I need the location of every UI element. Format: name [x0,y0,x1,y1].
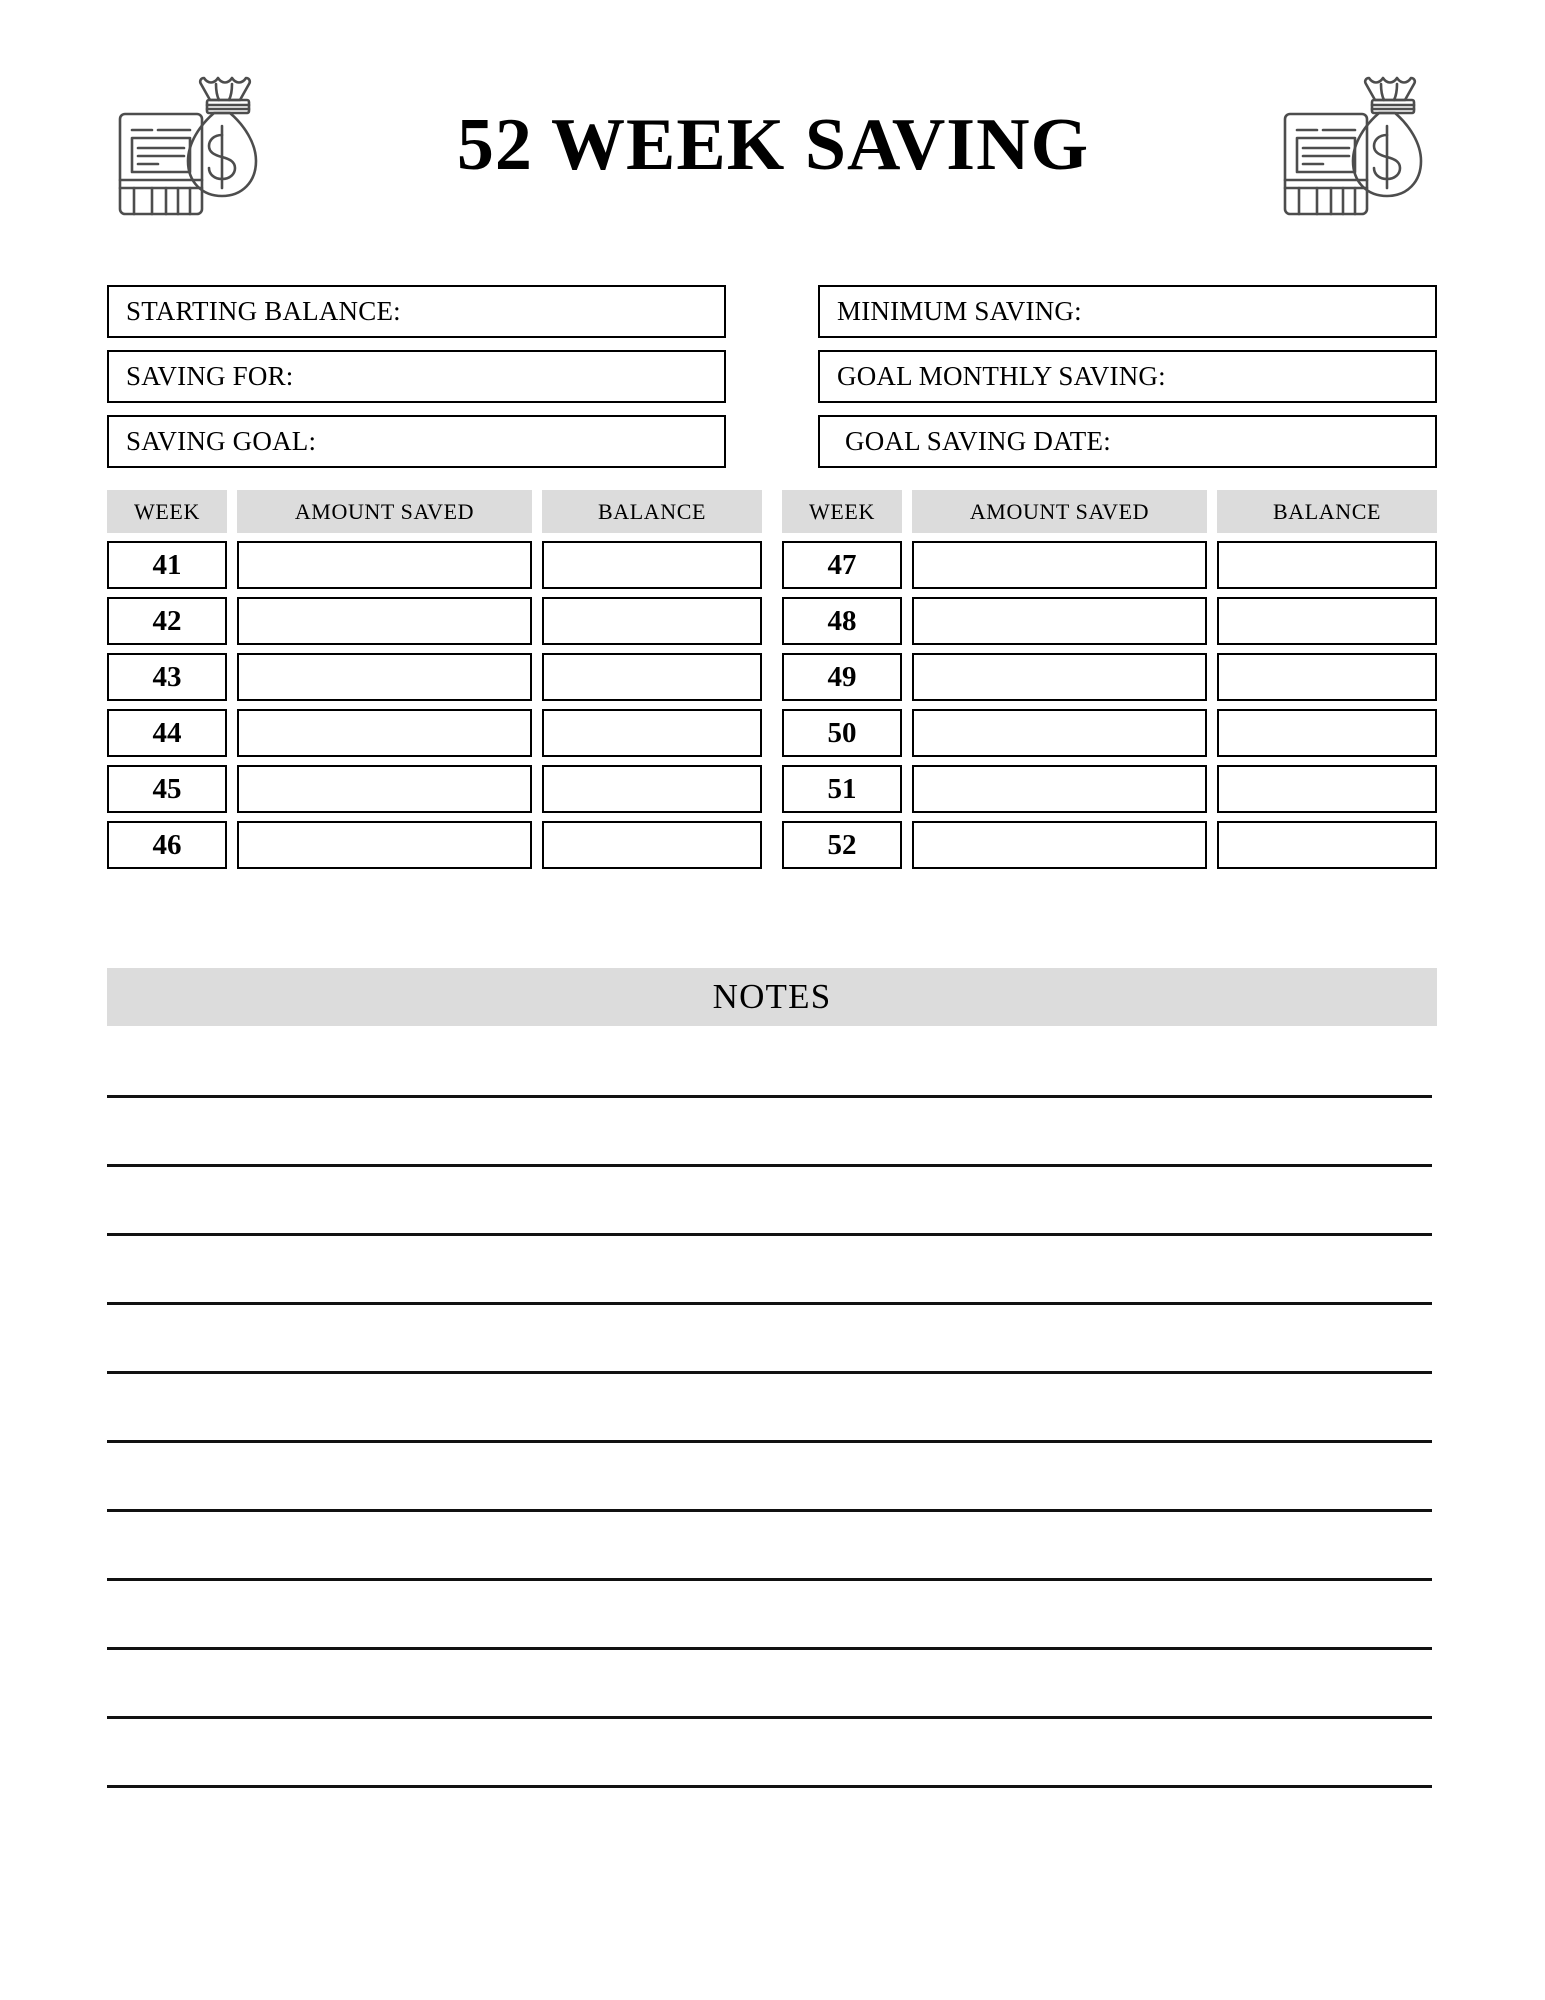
goal-saving-date-field[interactable] [818,415,1437,468]
week-number: 48 [782,597,902,645]
goal-saving-date-label: GOAL SAVING DATE: [845,426,1111,456]
balance-input[interactable] [542,765,762,813]
starting-balance-field[interactable] [107,285,726,338]
table-row [782,709,1437,757]
weeks-table-right [782,490,1437,869]
amount-saved-input[interactable] [912,541,1207,589]
balance-input[interactable] [542,597,762,645]
week-number: 45 [107,765,227,813]
page-title: 52 WEEK SAVING [456,103,1090,186]
balance-input[interactable] [542,541,762,589]
money-bag-banknote-icon [1273,62,1438,227]
balance-input[interactable] [1217,597,1437,645]
table-row [107,653,762,701]
note-line[interactable] [107,1302,1432,1305]
table-row [107,765,762,813]
saving-goal-label: SAVING GOAL: [126,426,317,456]
note-line[interactable] [107,1233,1432,1236]
balance-input[interactable] [1217,709,1437,757]
weeks-tables [107,490,1437,869]
page-header [108,62,1438,227]
saving-for-label: SAVING FOR: [126,361,294,391]
note-line[interactable] [107,1371,1432,1374]
table-row [782,541,1437,589]
notes-title: NOTES [712,977,832,1016]
notes-writing-area[interactable] [107,1095,1432,1854]
week-number: 52 [782,821,902,869]
table-row [107,541,762,589]
balance-input[interactable] [1217,541,1437,589]
column-header-amount-saved: AMOUNT SAVED [237,490,532,533]
saving-goal-field[interactable] [107,415,726,468]
note-line[interactable] [107,1440,1432,1443]
note-line[interactable] [107,1785,1432,1788]
amount-saved-input[interactable] [237,765,532,813]
goal-monthly-saving-label: GOAL MONTHLY SAVING: [837,361,1166,391]
amount-saved-input[interactable] [237,541,532,589]
amount-saved-input[interactable] [912,653,1207,701]
column-header-balance: BALANCE [1217,490,1437,533]
week-number: 46 [107,821,227,869]
amount-saved-input[interactable] [237,709,532,757]
amount-saved-input[interactable] [912,821,1207,869]
starting-balance-label: STARTING BALANCE: [126,296,401,326]
table-header-row [107,490,762,533]
balance-input[interactable] [1217,765,1437,813]
column-header-balance: BALANCE [542,490,762,533]
week-number: 47 [782,541,902,589]
amount-saved-input[interactable] [237,653,532,701]
table-row [782,653,1437,701]
note-line[interactable] [107,1647,1432,1650]
week-number: 42 [107,597,227,645]
column-header-week: WEEK [107,490,227,533]
note-line[interactable] [107,1716,1432,1719]
balance-input[interactable] [1217,821,1437,869]
field-row [107,415,1437,468]
balance-input[interactable] [542,821,762,869]
table-row [782,821,1437,869]
table-row [107,597,762,645]
week-number: 51 [782,765,902,813]
column-header-week: WEEK [782,490,902,533]
amount-saved-input[interactable] [912,709,1207,757]
balance-input[interactable] [1217,653,1437,701]
note-line[interactable] [107,1164,1432,1167]
saving-for-field[interactable] [107,350,726,403]
table-row [107,709,762,757]
field-row [107,350,1437,403]
table-row [782,765,1437,813]
week-number: 44 [107,709,227,757]
week-number: 41 [107,541,227,589]
notes-banner [107,968,1437,1026]
field-row [107,285,1437,338]
column-header-amount-saved: AMOUNT SAVED [912,490,1207,533]
money-bag-banknote-icon [108,62,273,227]
minimum-saving-field[interactable] [818,285,1437,338]
weeks-table-left [107,490,762,869]
balance-input[interactable] [542,709,762,757]
summary-fields [107,285,1437,480]
amount-saved-input[interactable] [237,821,532,869]
amount-saved-input[interactable] [912,765,1207,813]
goal-monthly-saving-field[interactable] [818,350,1437,403]
week-number: 49 [782,653,902,701]
balance-input[interactable] [542,653,762,701]
amount-saved-input[interactable] [237,597,532,645]
week-number: 43 [107,653,227,701]
week-number: 50 [782,709,902,757]
note-line[interactable] [107,1095,1432,1098]
note-line[interactable] [107,1578,1432,1581]
table-header-row [782,490,1437,533]
minimum-saving-label: MINIMUM SAVING: [837,296,1082,326]
note-line[interactable] [107,1509,1432,1512]
table-row [107,821,762,869]
amount-saved-input[interactable] [912,597,1207,645]
table-row [782,597,1437,645]
